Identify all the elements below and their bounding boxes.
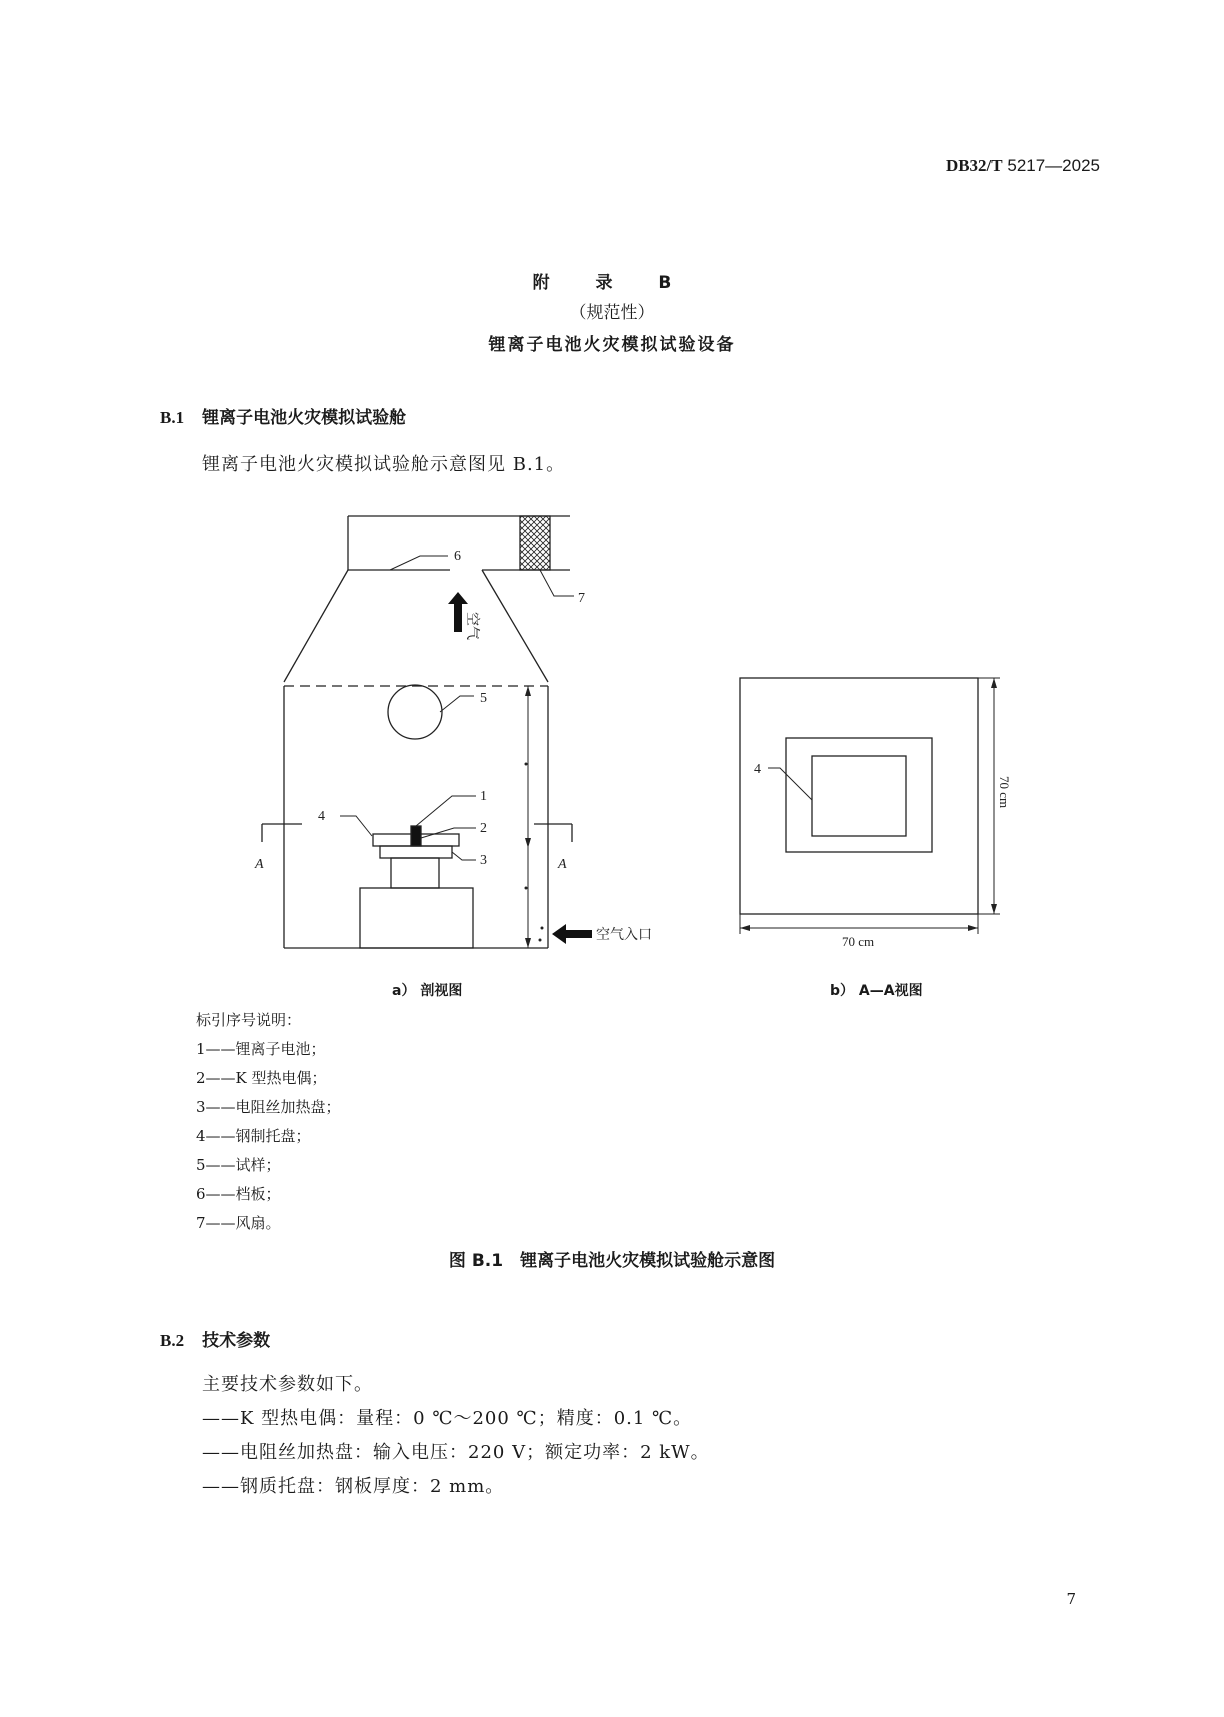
- dimension-marks: [525, 686, 544, 948]
- section-b2-intro: 主要技术参数如下。: [202, 1374, 373, 1395]
- section-marker-right: [534, 824, 572, 842]
- section-b2-heading: [160, 1326, 270, 1351]
- section-label-a-left: A: [255, 857, 264, 872]
- figure-legend: [196, 1006, 341, 1238]
- section-b1-intro: 锂离子电池火灾模拟试验舱示意图见 B.1。: [202, 454, 566, 475]
- aa-view: [740, 678, 1000, 934]
- pedestal-base: [360, 888, 473, 948]
- fan-box: [520, 516, 550, 570]
- legend-item: 2——K 型热电偶；: [196, 1069, 327, 1087]
- section-b1-number: B.1: [160, 408, 185, 427]
- dim-horizontal-label: 70 cm: [842, 934, 875, 949]
- leader-1: [416, 796, 476, 826]
- list-item: ——K 型热电偶：量程：0 ℃～200 ℃；精度：0.1 ℃。: [202, 1408, 693, 1429]
- aa-tray-outer: [786, 738, 932, 852]
- heating-plate: [380, 846, 452, 858]
- legend-item: 1——锂离子电池；: [196, 1040, 326, 1058]
- air-inlet-label: 空气入口: [596, 928, 652, 943]
- aa-leader-4: [768, 768, 812, 800]
- appendix-title: 锂离子电池火灾模拟试验设备: [488, 335, 736, 355]
- aa-outer-square: [740, 678, 978, 914]
- caption-b: b） A—A视图: [830, 983, 923, 999]
- air-label: 空气: [464, 612, 479, 640]
- leader-4: [340, 816, 372, 836]
- section-label-a-right: A: [558, 857, 567, 872]
- legend-item: 7——风扇。: [196, 1214, 281, 1232]
- appendix-label: 附 录 B: [532, 273, 692, 293]
- page-number: 7: [1066, 1590, 1076, 1608]
- section-b1-title: 锂离子电池火灾模拟试验舱: [202, 408, 407, 428]
- legend-item: 6——档板；: [196, 1185, 281, 1203]
- sample-circle: [388, 685, 442, 739]
- dim-vertical-label: 70 cm: [997, 776, 1012, 809]
- list-item: ——电阻丝加热盘：输入电压：220 V；额定功率：2 kW。: [202, 1442, 710, 1463]
- section-b2-number: B.2: [160, 1331, 185, 1350]
- caption-a: a） 剖视图: [392, 983, 463, 999]
- leader-7: [540, 570, 574, 596]
- leader-2: [421, 828, 476, 838]
- leader-5: [440, 696, 474, 712]
- parameter-list: [202, 1402, 710, 1504]
- label-3: 3: [480, 853, 487, 868]
- legend-item: 4——钢制托盘；: [196, 1127, 311, 1145]
- legend-item: 5——试样；: [196, 1156, 281, 1174]
- label-4-section: 4: [318, 809, 325, 824]
- aa-tray-inner: [812, 756, 906, 836]
- air-arrows: [448, 592, 592, 944]
- hood-right: [482, 570, 548, 682]
- leader-3: [452, 852, 476, 860]
- label-1: 1: [480, 789, 487, 804]
- doc-id-prefix: DB32/T: [945, 156, 1003, 175]
- pedestal-column: [391, 858, 439, 888]
- figure-title: 图 B.1 锂离子电池火灾模拟试验舱示意图: [448, 1251, 776, 1271]
- air-inlet-arrow: [552, 924, 592, 944]
- hood-left: [284, 570, 348, 682]
- list-item: ——钢质托盘：钢板厚度：2 mm。: [202, 1476, 505, 1497]
- section-marker-left: [262, 824, 302, 842]
- appendix-type: （规范性）: [569, 303, 655, 323]
- label-4-aa: 4: [754, 762, 761, 777]
- leader-6: [390, 556, 448, 570]
- legend-item: 3——电阻丝加热盘；: [196, 1098, 341, 1116]
- label-7: 7: [578, 591, 585, 606]
- label-6: 6: [454, 549, 461, 564]
- legend-title: 标引序号说明：: [196, 1011, 302, 1029]
- label-5: 5: [480, 691, 487, 706]
- label-2: 2: [480, 821, 487, 836]
- doc-id-number: 5217—2025: [1007, 156, 1100, 175]
- battery: [411, 826, 421, 846]
- section-view: [262, 516, 574, 948]
- section-b2-title: 技术参数: [202, 1331, 271, 1351]
